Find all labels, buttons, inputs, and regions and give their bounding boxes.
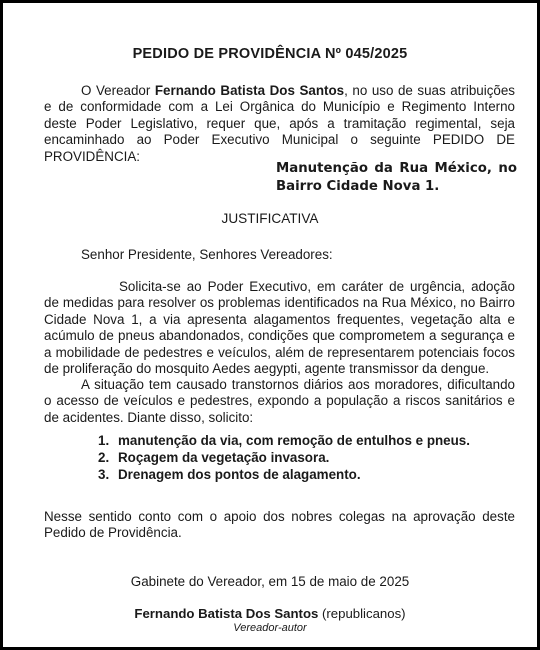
signature-name: Fernando Batista Dos Santos bbox=[134, 606, 319, 621]
signature-party: (republicanos) bbox=[318, 606, 406, 621]
intro-before: O Vereador bbox=[81, 83, 155, 98]
justification-heading: JUSTIFICATIVA bbox=[221, 211, 319, 226]
justification-paragraph-2: A situação tem causado transtornos diários aos moradores, dificultando o acesso de veículos e pedestres, expondo a população a riscos sanitários e de acidentes. Diante disso, solicito: bbox=[44, 377, 515, 425]
list-item: 1. manutenção da via, com remoção de entulhos e pneus. bbox=[98, 433, 470, 448]
signature-line bbox=[3, 606, 537, 621]
place-date: Gabinete do Vereador, em 15 de maio de 2025 bbox=[130, 574, 410, 589]
justification-paragraph-1: Solicita-se ao Poder Executivo, em caráter de urgência, adoção de medidas para resolver os problemas identificados na Rua México, no Bairro Cidade Nova 1, a via apresenta alagamentos frequentes, vegetação alta e acúmulo de pneus abandonados, condições que comprometem a segurança e a mobilidade de pedestres e veículos, além de representarem potenciais focos de proliferação do mosquito Aedes aegypti, agente transmissor da dengue. bbox=[44, 279, 515, 377]
request-list bbox=[98, 433, 470, 483]
intro-after: , no uso de suas atribuições e de conformidade com a Lei Orgânica do Município e Regimento Interno deste Poder Legislativo, requer que, após a tramitação regimental, seja encaminhado ao Poder Executivo Municipal o seguinte PEDIDO DE PROVIDÊNCIA: bbox=[44, 83, 515, 164]
closing-paragraph: Nesse sentido conto com o apoio dos nobres colegas na aprovação deste Pedido de Providência. bbox=[44, 509, 515, 541]
intro-paragraph bbox=[44, 83, 515, 165]
author-name: Fernando Batista Dos Santos bbox=[154, 83, 345, 98]
signature-role: Vereador-autor bbox=[233, 622, 307, 634]
greeting: Senhor Presidente, Senhores Vereadores: bbox=[81, 247, 333, 262]
list-item: 3. Drenagem dos pontos de alagamento. bbox=[98, 466, 361, 482]
request-subject: Manutenção da Rua México, no Bairro Cidade Nova 1. bbox=[276, 161, 517, 194]
list-item: 2. Roçagem da vegetação invasora. bbox=[98, 449, 330, 465]
document-title: PEDIDO DE PROVIDÊNCIA Nº 045/2025 bbox=[132, 46, 408, 62]
